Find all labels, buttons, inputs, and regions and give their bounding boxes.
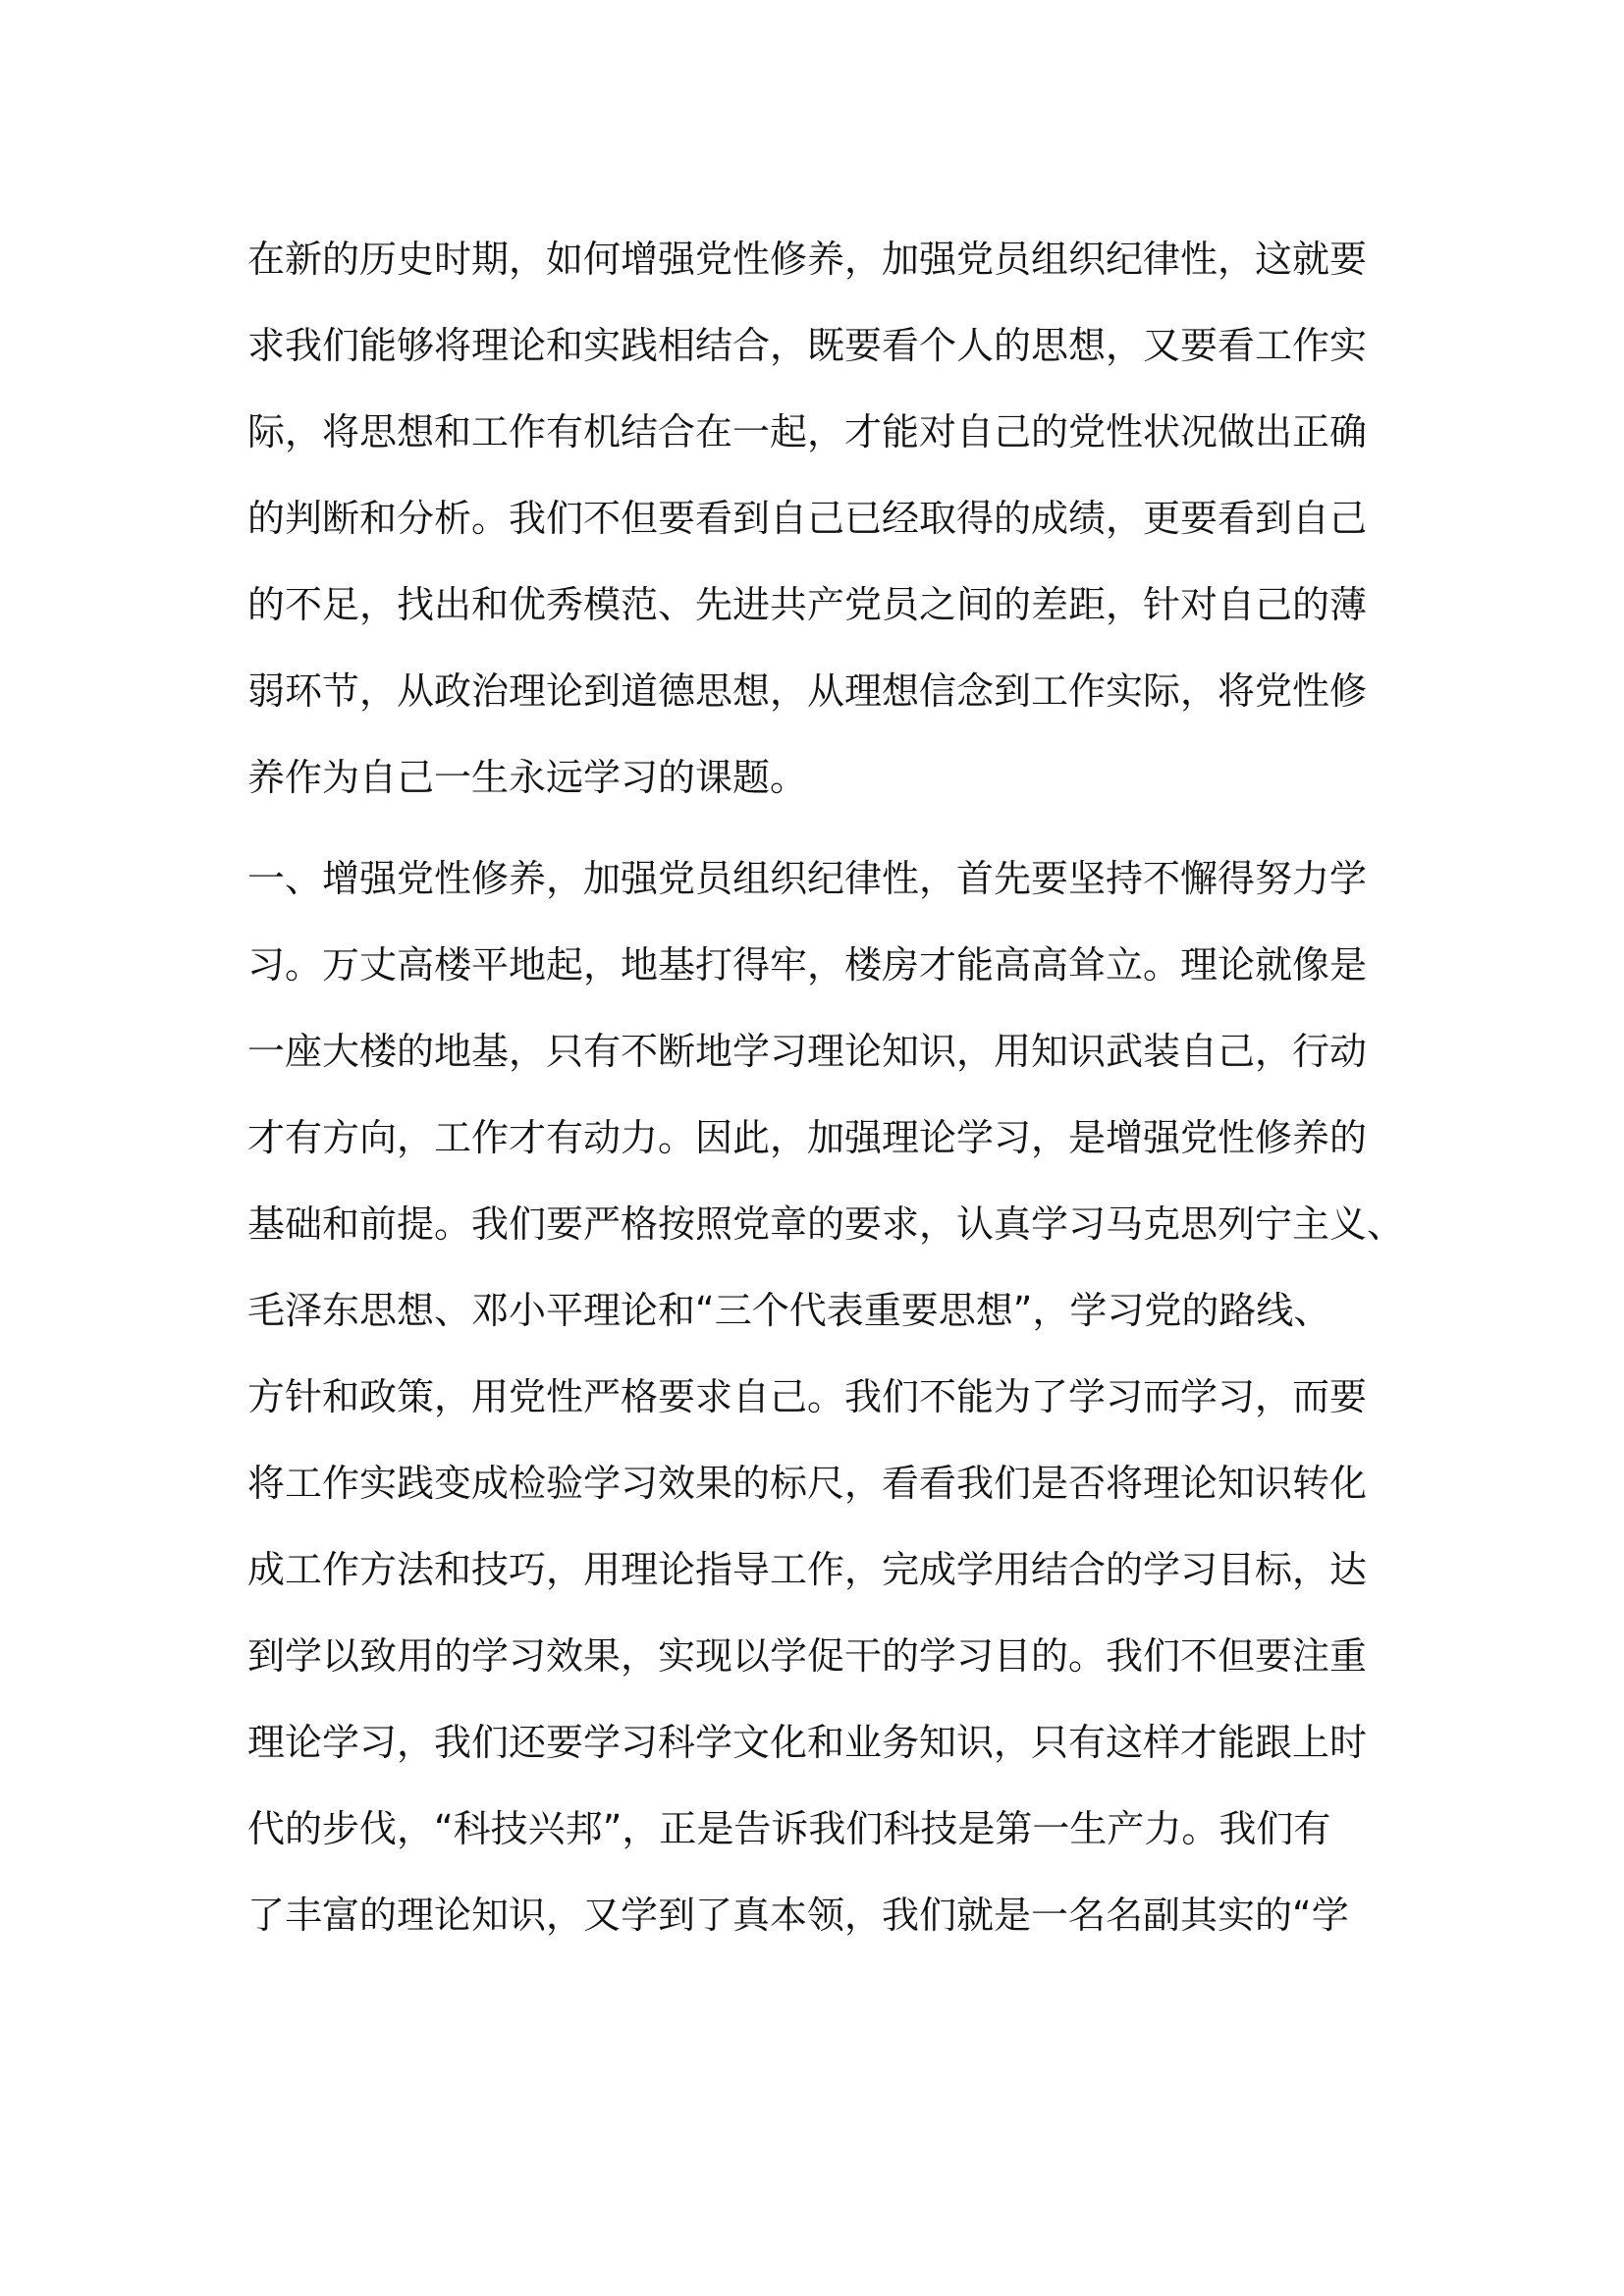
paragraph-line: 将工作实践变成检验学习效果的标尺，看看我们是否将理论知识转化 <box>247 1462 1368 1505</box>
paragraph-line: 了丰富的理论知识，又学到了真本领，我们就是一名名副其实的“学 <box>247 1894 1349 1937</box>
paragraph-line: 基础和前提。我们要严格按照党章的要求，认真学习马克思列宁主义、 <box>247 1202 1405 1246</box>
paragraph-line: 养作为自己一生永远学习的课题。 <box>247 756 808 799</box>
paragraph-line: 弱环节，从政治理论到道德思想，从理想信念到工作实际，将党性修 <box>247 669 1368 713</box>
paragraph-line: 才有方向，工作才有动力。因此，加强理论学习，是增强党性修养的 <box>247 1116 1368 1159</box>
paragraph-line: 方针和政策，用党性严格要求自己。我们不能为了学习而学习，而要 <box>247 1375 1368 1418</box>
paragraph-line: 一、增强党性修养，加强党员组织纪律性，首先要坚持不懈得努力学 <box>247 857 1368 900</box>
paragraph-line: 到学以致用的学习效果，实现以学促干的学习目的。我们不但要注重 <box>247 1634 1368 1678</box>
paragraph-line: 成工作方法和技巧，用理论指导工作，完成学用结合的学习目标，达 <box>247 1548 1368 1591</box>
paragraph-line: 求我们能够将理论和实践相结合，既要看个人的思想，又要看工作实 <box>247 324 1368 367</box>
paragraph-line: 的不足，找出和优秀模范、先进共产党员之间的差距，针对自己的薄 <box>247 583 1368 626</box>
paragraph-line: 代的步伐，“科技兴邦”，正是告诉我们科技是第一生产力。我们有 <box>247 1807 1331 1850</box>
paragraph-line: 的判断和分析。我们不但要看到自己已经取得的成绩，更要看到自己 <box>247 497 1368 540</box>
paragraph-line: 毛泽东思想、邓小平理论和“三个代表重要思想”，学习党的路线、 <box>247 1289 1331 1332</box>
paragraph-line: 一座大楼的地基，只有不断地学习理论知识，用知识武装自己，行动 <box>247 1030 1368 1073</box>
paragraph-line: 习。万丈高楼平地起，地基打得牢，楼房才能高高耸立。理论就像是 <box>247 943 1368 987</box>
paragraph-line: 理论学习，我们还要学习科学文化和业务知识，只有这样才能跟上时 <box>247 1721 1368 1764</box>
paragraph-line: 际，将思想和工作有机结合在一起，才能对自己的党性状况做出正确 <box>247 410 1368 454</box>
paragraph-line: 在新的历史时期，如何增强党性修养，加强党员组织纪律性，这就要 <box>247 238 1368 281</box>
